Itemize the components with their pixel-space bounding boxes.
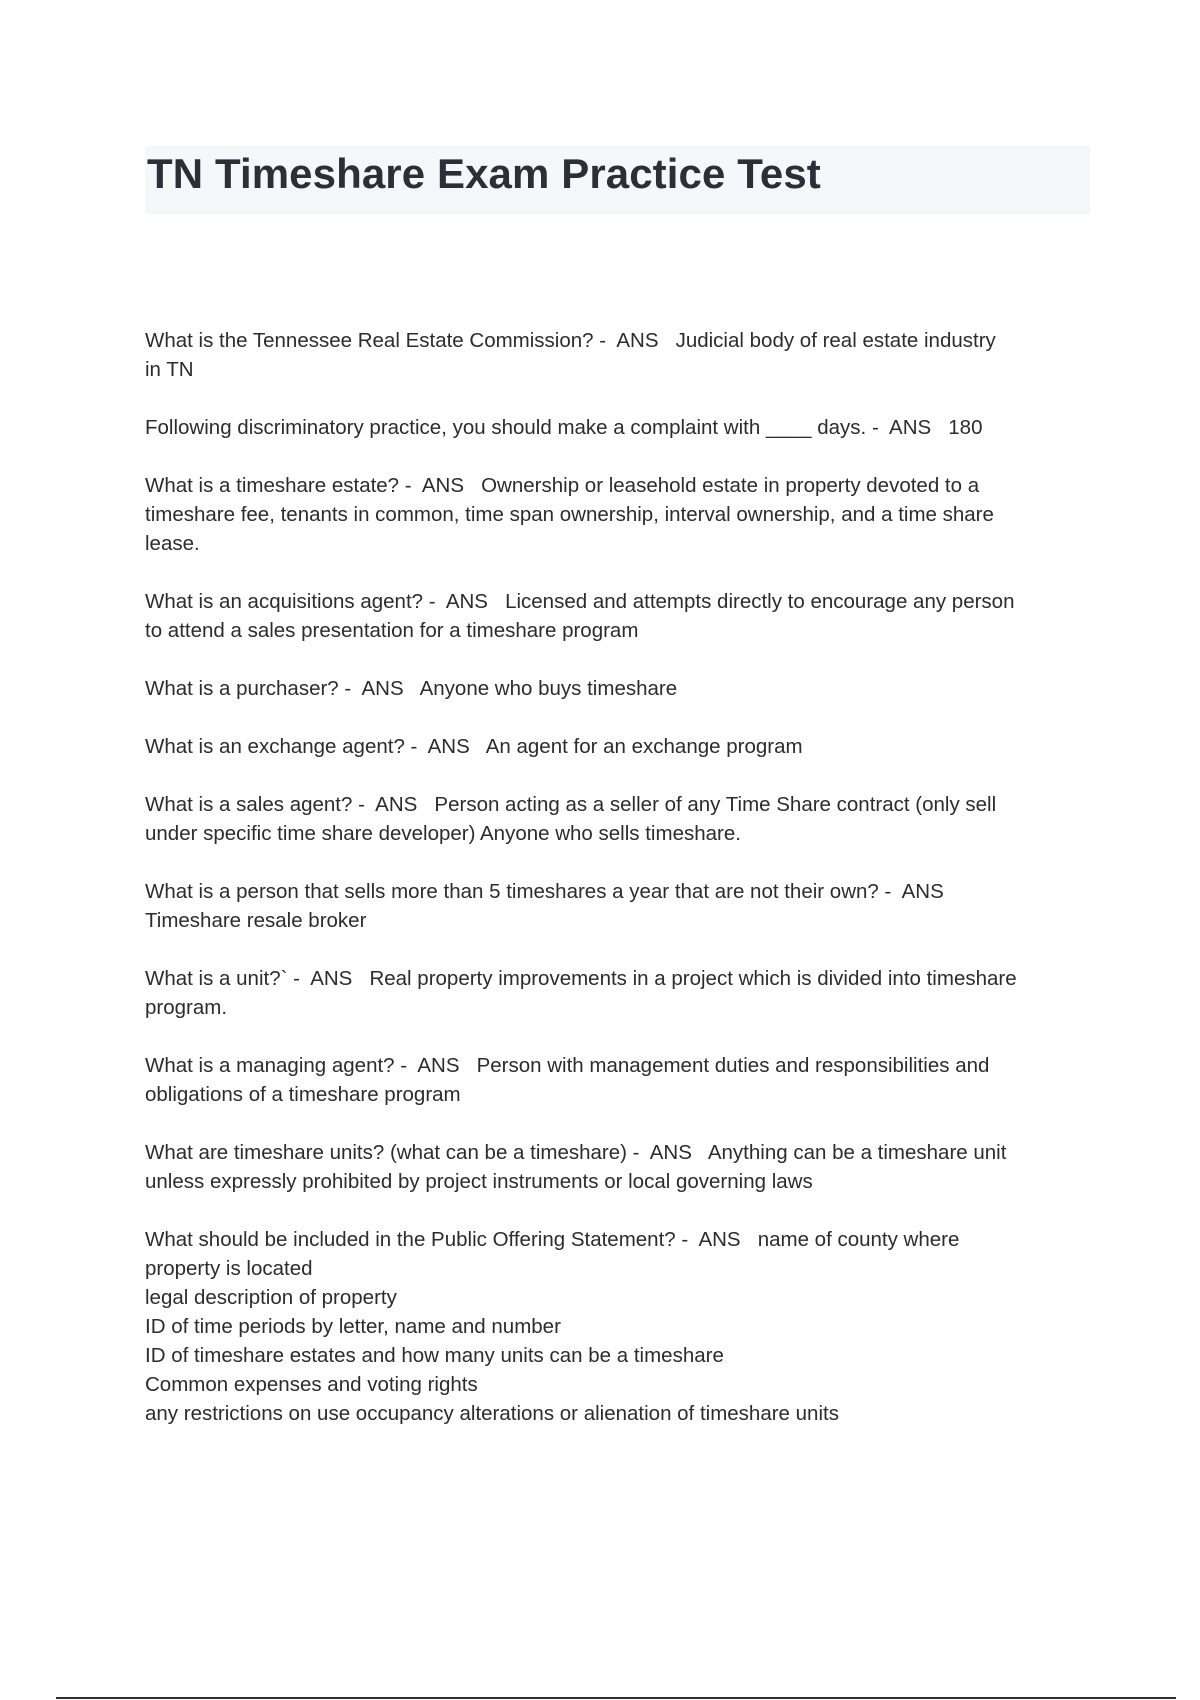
qa-item (145, 1138, 1095, 1196)
qa-line: Common expenses and voting rights (145, 1373, 478, 1396)
qa-line: program. (145, 996, 228, 1019)
qa-line: What is an exchange agent? - ANS An agent for an exchange program (145, 735, 803, 758)
qa-line: property is located (145, 1257, 313, 1280)
qa-line: timeshare fee, tenants in common, time span ownership, interval ownership, and a time share (145, 503, 994, 526)
qa-line: What is a managing agent? - ANS Person with management duties and responsibilities and (145, 1054, 990, 1077)
qa-line: What is a timeshare estate? - ANS Ownership or leasehold estate in property devoted to a (145, 474, 980, 497)
qa-item (145, 732, 1095, 761)
qa-line: lease. (145, 532, 200, 555)
qa-line: What is a purchaser? - ANS Anyone who buys timeshare (145, 677, 678, 700)
qa-item (145, 964, 1095, 1022)
qa-line: What should be included in the Public Offering Statement? - ANS name of county where (145, 1228, 960, 1251)
footer-rule (56, 1697, 1176, 1699)
qa-line: obligations of a timeshare program (145, 1083, 461, 1106)
qa-line: What is the Tennessee Real Estate Commission? - ANS Judicial body of real estate industry (145, 329, 996, 352)
qa-item (145, 877, 1095, 935)
qa-line: unless expressly prohibited by project instruments or local governing laws (145, 1170, 813, 1193)
qa-line: any restrictions on use occupancy alterations or alienation of timeshare units (145, 1402, 839, 1425)
qa-item (145, 587, 1095, 645)
qa-item (145, 471, 1095, 558)
page-title: TN Timeshare Exam Practice Test (147, 150, 821, 197)
qa-line: in TN (145, 358, 194, 381)
qa-line: to attend a sales presentation for a timeshare program (145, 619, 639, 642)
qa-list (145, 326, 1095, 1457)
qa-item (145, 1051, 1095, 1109)
qa-item (145, 413, 1095, 442)
qa-line: ID of timeshare estates and how many units can be a timeshare (145, 1344, 724, 1367)
qa-line: What is an acquisitions agent? - ANS Licensed and attempts directly to encourage any person (145, 590, 1015, 613)
qa-item (145, 790, 1095, 848)
qa-line: Following discriminatory practice, you should make a complaint with ____ days. - ANS 180 (145, 416, 983, 439)
qa-line: What is a unit?` - ANS Real property improvements in a project which is divided into timeshare (145, 967, 1017, 990)
qa-item (145, 674, 1095, 703)
qa-line: ID of time periods by letter, name and number (145, 1315, 561, 1338)
qa-line: What is a sales agent? - ANS Person acting as a seller of any Time Share contract (only sell (145, 793, 997, 816)
qa-line: under specific time share developer) Anyone who sells timeshare. (145, 822, 741, 845)
title-band (145, 146, 1090, 214)
qa-line: What are timeshare units? (what can be a timeshare) - ANS Anything can be a timeshare unit (145, 1141, 1007, 1164)
qa-item (145, 326, 1095, 384)
qa-line: What is a person that sells more than 5 timeshares a year that are not their own? - ANS (145, 880, 944, 903)
qa-item (145, 1225, 1095, 1428)
qa-line: legal description of property (145, 1286, 397, 1309)
qa-line: Timeshare resale broker (145, 909, 367, 932)
